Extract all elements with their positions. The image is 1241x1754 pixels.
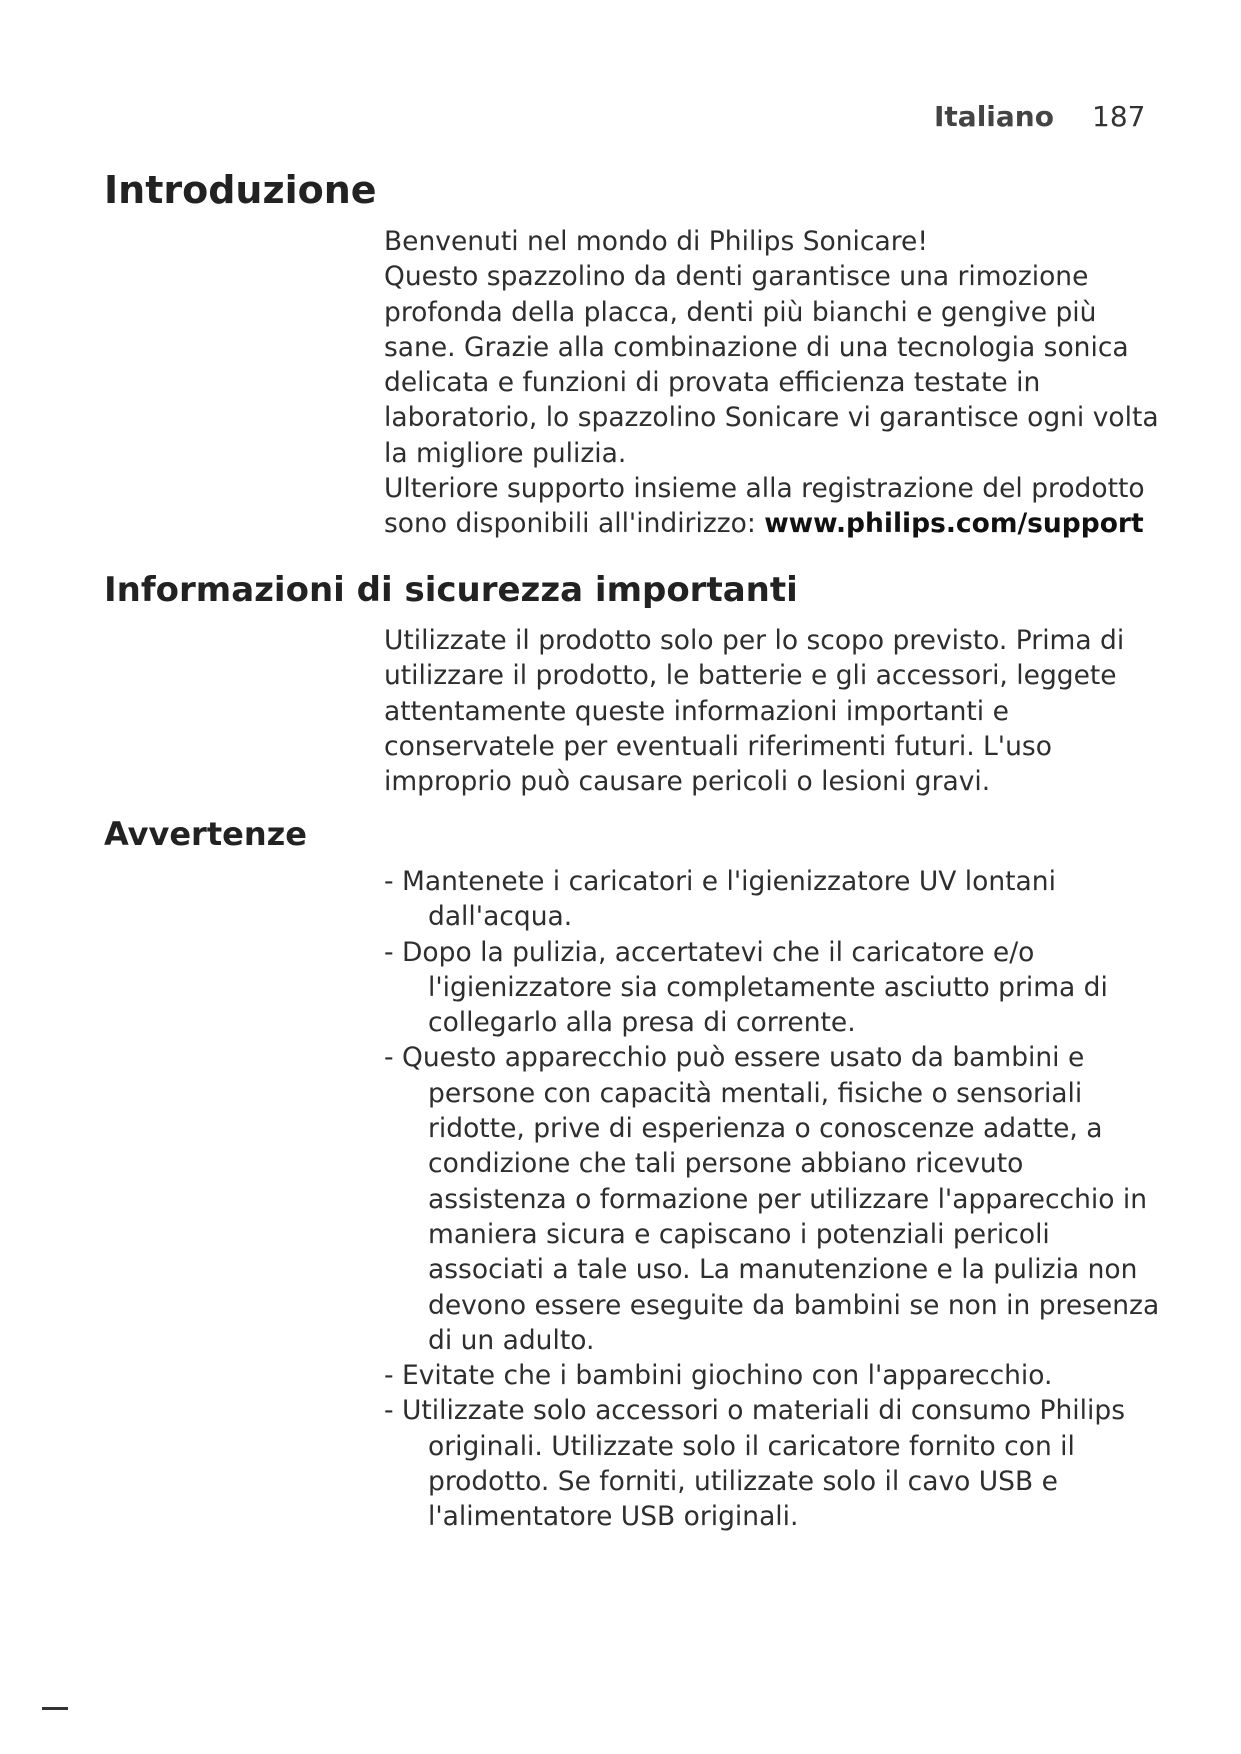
page-number: 187 xyxy=(1092,100,1146,133)
warning-text: Dopo la pulizia, accertatevi che il caricatore e/o l'igienizzatore sia completamente asciutto prima di collegarlo alla presa di corrente. xyxy=(402,936,1108,1039)
intro-line-1: Benvenuti nel mondo di Philips Sonicare! xyxy=(384,226,928,257)
warning-text: Questo apparecchio può essere usato da bambini e persone con capacità mentali, fisiche o sensoriali ridotte, prive di esperienza o conoscenze adatte, a condizione che tali persone abbiano ricevuto assistenza o formazione per utilizzare l'apparecchio in maniera sicura e capiscano i potenziali pericoli associati a tale uso. La manutenzione e la pulizia non devono essere eseguite da bambini se non in presenza di un adulto. xyxy=(402,1042,1160,1356)
intro-line-2: Questo spazzolino da denti garantisce una rimozione profonda della placca, denti più bianchi e gengive più sane. Grazie alla combinazione di una tecnologia sonica delicata e funzioni di provata efficienza testate in laboratorio, lo spazzolino Sonicare vi garantisce ogni volta la migliore pulizia. xyxy=(384,261,1159,469)
intro-support-text: Ulteriore supporto insieme alla registrazione del prodotto sono disponibili all'indirizzo: xyxy=(384,473,1145,540)
footer-mark xyxy=(42,1707,68,1710)
safety-title: Informazioni di sicurezza importanti xyxy=(104,570,798,610)
intro-line-3 xyxy=(384,471,1164,542)
bullet-dash: - xyxy=(384,936,394,968)
warning-item xyxy=(384,1358,1164,1393)
bullet-dash: - xyxy=(384,866,394,897)
warning-text: Evitate che i bambini giochino con l'apparecchio. xyxy=(402,1360,1053,1392)
page-header xyxy=(0,100,1241,140)
warnings-list xyxy=(384,864,1164,1535)
bullet-dash: - xyxy=(384,1360,394,1392)
warnings-title: Avvertenze xyxy=(104,815,307,853)
bullet-dash: - xyxy=(384,1042,394,1074)
warnings-body xyxy=(384,864,1164,1535)
warning-text: Utilizzate solo accessori o materiali di consumo Philips originali. Utilizzate solo il caricatore fornito con il prodotto. Se forniti, utilizzate solo il cavo USB e l'alimentatore USB originali. xyxy=(402,1395,1126,1533)
warning-item xyxy=(384,1040,1164,1358)
warning-text: Mantenete i caricatori e l'igienizzatore UV lontani dall'acqua. xyxy=(402,866,1056,933)
support-link[interactable]: www.philips.com/support xyxy=(764,508,1144,540)
warning-item xyxy=(384,864,1164,935)
safety-text: Utilizzate il prodotto solo per lo scopo previsto. Prima di utilizzare il prodotto, le batterie e gli accessori, leggete attentamente queste informazioni importanti e conservatele per eventuali riferimenti futuri. L'uso improprio può causare pericoli o lesioni gravi. xyxy=(384,625,1125,798)
intro-body xyxy=(384,224,1164,542)
warning-item xyxy=(384,935,1164,1041)
safety-body xyxy=(384,623,1164,799)
intro-title: Introduzione xyxy=(104,168,377,212)
bullet-dash: - xyxy=(384,1395,394,1427)
warning-item xyxy=(384,1393,1164,1534)
language-label: Italiano xyxy=(934,100,1054,133)
